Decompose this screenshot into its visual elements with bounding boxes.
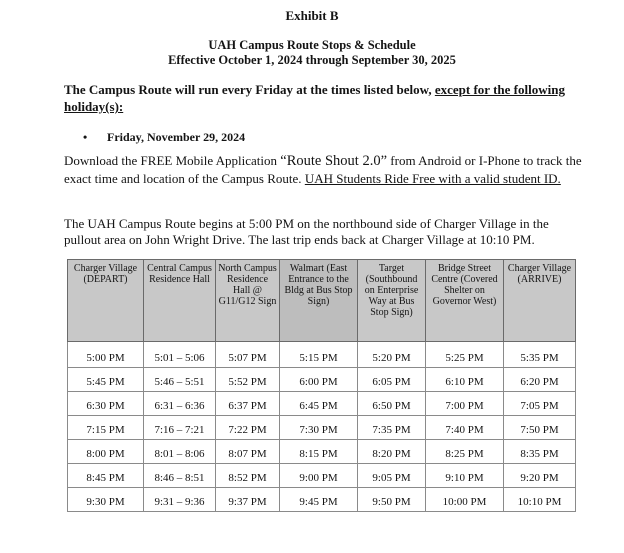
header-charger-village-depart: Charger Village (DEPART)	[68, 260, 144, 342]
table-cell: 8:46 – 8:51	[144, 464, 216, 488]
table-row	[68, 342, 576, 368]
schedule-header-row	[68, 260, 576, 342]
effective-dates: Effective October 1, 2024 through September 30, 2025	[168, 53, 456, 67]
table-row	[68, 392, 576, 416]
table-cell: 7:50 PM	[504, 416, 576, 440]
table-row	[68, 464, 576, 488]
table-cell: 5:52 PM	[216, 368, 280, 392]
table-cell: 10:00 PM	[426, 488, 504, 512]
holiday-date: Friday, November 29, 2024	[107, 130, 246, 144]
table-cell: 8:15 PM	[280, 440, 358, 464]
table-cell: 7:00 PM	[426, 392, 504, 416]
header-target: Target (Southbound on Enterprise Way at Bus Stop Sign)	[358, 260, 426, 342]
table-cell: 8:35 PM	[504, 440, 576, 464]
table-row	[68, 416, 576, 440]
table-cell: 7:05 PM	[504, 392, 576, 416]
download-prefix: Download the FREE Mobile Application	[64, 153, 281, 168]
table-row	[68, 368, 576, 392]
bullet-icon: •	[83, 130, 88, 144]
table-cell: 6:50 PM	[358, 392, 426, 416]
table-cell: 7:35 PM	[358, 416, 426, 440]
table-cell: 6:30 PM	[68, 392, 144, 416]
table-cell: 9:20 PM	[504, 464, 576, 488]
table-cell: 6:05 PM	[358, 368, 426, 392]
table-cell: 9:31 – 9:36	[144, 488, 216, 512]
table-cell: 5:00 PM	[68, 342, 144, 368]
table-cell: 6:20 PM	[504, 368, 576, 392]
table-cell: 8:52 PM	[216, 464, 280, 488]
table-cell: 9:37 PM	[216, 488, 280, 512]
table-cell: 5:01 – 5:06	[144, 342, 216, 368]
table-cell: 7:22 PM	[216, 416, 280, 440]
exhibit-label: Exhibit B	[285, 8, 339, 23]
table-cell: 5:35 PM	[504, 342, 576, 368]
table-cell: 5:25 PM	[426, 342, 504, 368]
schedule-table	[67, 259, 576, 512]
table-cell: 6:10 PM	[426, 368, 504, 392]
table-cell: 9:05 PM	[358, 464, 426, 488]
table-cell: 8:25 PM	[426, 440, 504, 464]
table-cell: 5:46 – 5:51	[144, 368, 216, 392]
table-cell: 8:00 PM	[68, 440, 144, 464]
table-cell: 6:37 PM	[216, 392, 280, 416]
header-walmart: Walmart (East Entrance to the Bldg at Bus Stop Sign)	[280, 260, 358, 342]
table-cell: 7:40 PM	[426, 416, 504, 440]
holiday-list-item	[83, 130, 245, 145]
holiday-notice-text: The Campus Route will run every Friday at the times listed below,	[64, 82, 435, 97]
download-paragraph	[64, 152, 584, 188]
table-cell: 7:16 – 7:21	[144, 416, 216, 440]
table-cell: 10:10 PM	[504, 488, 576, 512]
route-info-paragraph: The UAH Campus Route begins at 5:00 PM on the northbound side of Charger Village in the pullout area on John Wright Drive. The last trip ends back at Charger Village at 10:10 PM.	[64, 216, 549, 247]
table-cell: 9:50 PM	[358, 488, 426, 512]
table-cell: 8:45 PM	[68, 464, 144, 488]
table-cell: 5:07 PM	[216, 342, 280, 368]
table-cell: 8:20 PM	[358, 440, 426, 464]
table-cell: 8:01 – 8:06	[144, 440, 216, 464]
table-cell: 5:45 PM	[68, 368, 144, 392]
header-central-campus: Central Campus Residence Hall	[144, 260, 216, 342]
table-cell: 5:20 PM	[358, 342, 426, 368]
table-cell: 9:30 PM	[68, 488, 144, 512]
table-cell: 7:15 PM	[68, 416, 144, 440]
table-cell: 6:31 – 6:36	[144, 392, 216, 416]
app-name: “Route Shout 2.0”	[280, 153, 388, 169]
students-ride-free: UAH Students Ride Free with a valid student ID.	[304, 171, 561, 186]
table-cell: 9:45 PM	[280, 488, 358, 512]
holiday-notice-exception: except for the following holiday(s):	[64, 82, 565, 114]
table-cell: 9:00 PM	[280, 464, 358, 488]
header-north-campus: North Campus Residence Hall @ G11/G12 Sign	[216, 260, 280, 342]
table-cell: 6:45 PM	[280, 392, 358, 416]
header-bridge-street: Bridge Street Centre (Covered Shelter on Governor West)	[426, 260, 504, 342]
header-charger-village-arrive: Charger Village (ARRIVE)	[504, 260, 576, 342]
document-title: UAH Campus Route Stops & Schedule	[208, 38, 416, 52]
table-cell: 6:00 PM	[280, 368, 358, 392]
table-cell: 5:15 PM	[280, 342, 358, 368]
table-cell: 9:10 PM	[426, 464, 504, 488]
download-middle: from Android or I-Phone to track the exact time and location of the Campus Route.	[64, 153, 582, 186]
table-cell: 8:07 PM	[216, 440, 280, 464]
table-row	[68, 488, 576, 512]
table-cell: 7:30 PM	[280, 416, 358, 440]
table-row	[68, 440, 576, 464]
holiday-notice	[64, 81, 584, 115]
